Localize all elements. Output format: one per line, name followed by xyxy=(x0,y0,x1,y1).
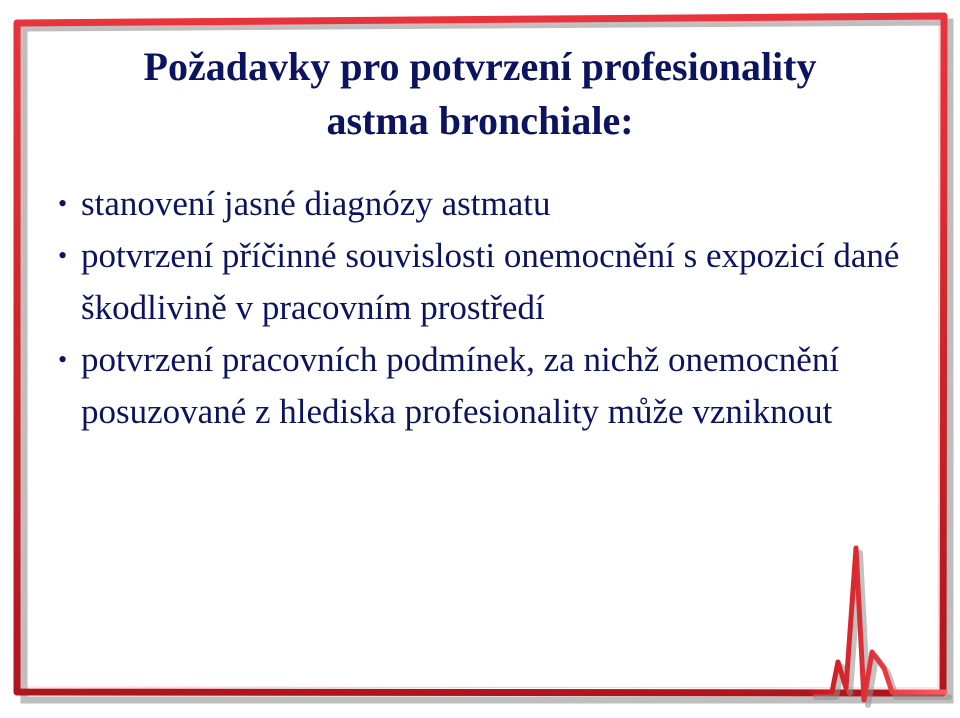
bullet-list xyxy=(58,178,918,438)
bullet-item-work-conditions xyxy=(58,334,918,438)
bullet-text: potvrzení příčinné souvislosti onemocnění s expozicí dané škodlivině v pracovním prostředí xyxy=(81,236,900,327)
bullet-text: stanovení jasné diagnózy astmatu xyxy=(81,184,551,223)
slide-title xyxy=(40,40,920,148)
slide-title-line-2: astma bronchiale: xyxy=(326,98,634,143)
bullet-icon: • xyxy=(58,189,68,218)
slide-title-line-1: Požadavky pro potvrzení profesionality xyxy=(143,44,817,89)
bullet-item-diagnosis xyxy=(58,178,918,230)
bullet-icon: • xyxy=(58,241,68,270)
bullet-item-causality xyxy=(58,230,918,334)
bullet-text: potvrzení pracovních podmínek, za nichž onemocnění posuzované z hlediska profesionality může vzniknout xyxy=(81,340,840,431)
bullet-icon: • xyxy=(58,345,68,374)
